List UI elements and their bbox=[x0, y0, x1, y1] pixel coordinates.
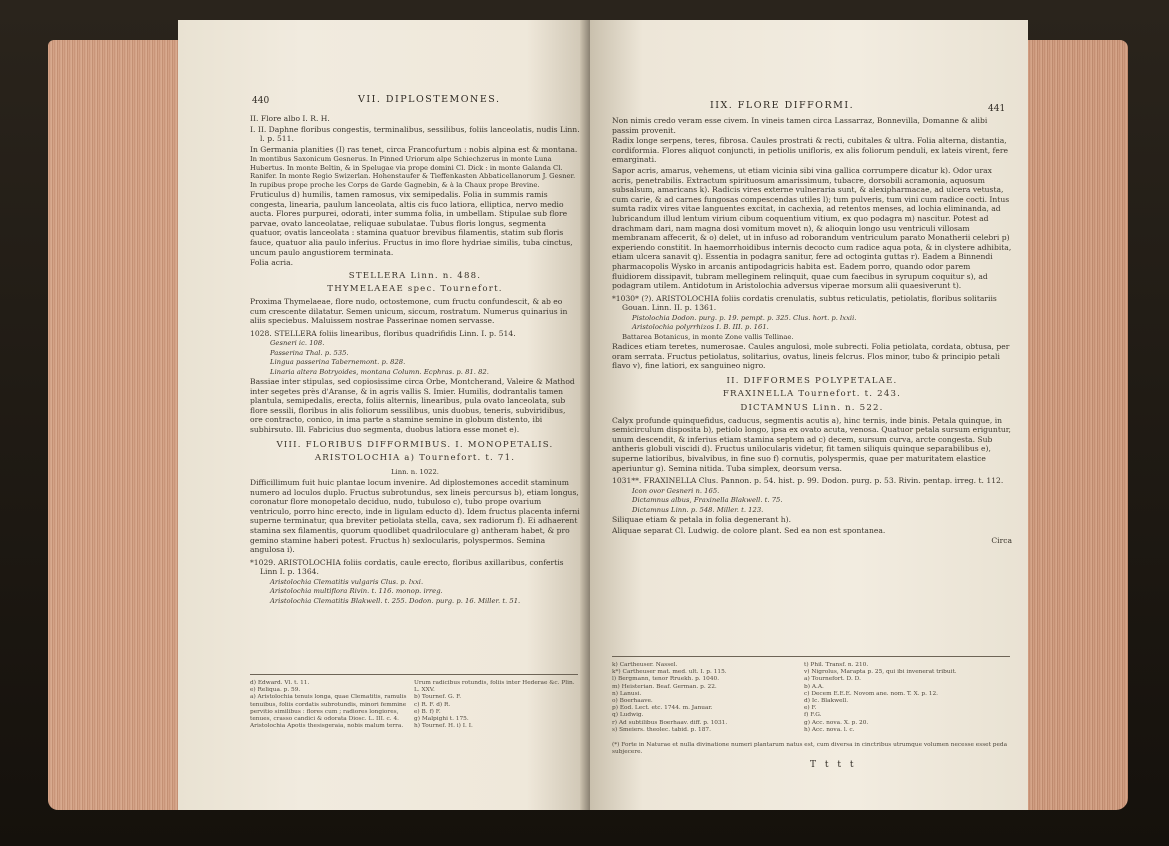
footnote: k) Cartheuser. Nassel. bbox=[612, 662, 678, 668]
footnote: b) Tournef. G. F. bbox=[414, 694, 462, 701]
catch-word: Circa bbox=[991, 536, 1012, 546]
right-page bbox=[590, 20, 1028, 810]
species-entry: 1031**. FRAXINELLA Clus. Pannon. p. 54. hist. p. 99. Dodon. purg. p. 53. Rivin. pentap. irreg. t. 112. bbox=[612, 476, 1004, 486]
left-page-number: 440 bbox=[252, 96, 270, 106]
footnote: m) Heisterian. Beaf. German. p. 22. bbox=[612, 683, 717, 690]
footnote-rule bbox=[250, 674, 578, 675]
right-page-edges bbox=[1028, 40, 1128, 810]
body-paragraph: I. II. Daphne floribus congestis, terminalibus, sessilibus, foliis lanceolatis, nudis Linn. l. p. 511. bbox=[250, 124, 580, 144]
footnote: c) Decem E.E.E. Novom ane. nom. T. X. p. 12. bbox=[804, 690, 939, 697]
footnote: e) F. bbox=[804, 705, 817, 712]
footnote: k*) Cartheuser mat. med. ult. I. p. 115. bbox=[612, 669, 727, 676]
species-description: Aliquae separat Cl. Ludwig. de colore plant. Sed ea non est spontanea. bbox=[612, 525, 886, 535]
synonym-line: Dictamnus Linn. p. 548. Miller. t. 123. bbox=[632, 505, 764, 514]
footnote: a) Aristolochia tenuis longa, quae Clematitis, ramulis tenuibus, foliis cordatis subrotundis, minori femmine pervitio similibus : flores cum ; radiores longiores, tenues, crasso candici & odorata Diosc. L. III. c. 4. bbox=[250, 694, 407, 723]
genus-heading: ARISTOLOCHIA a) Tournefort. t. 71. bbox=[314, 453, 516, 464]
footnote: e) B. f) F. bbox=[414, 708, 441, 715]
body-paragraph: Battarea Botanicus, in monte Zone vallis Tellinae. bbox=[622, 332, 794, 341]
genus-subheading: Linn. n. 1022. bbox=[391, 467, 439, 476]
section-heading: II. DIFFORMES POLYPETALAE. bbox=[726, 375, 898, 386]
genus-heading: DICTAMNUS Linn. n. 522. bbox=[740, 403, 884, 414]
genus-description: Difficillimum fuit huic plantae locum invenire. Ad diplostemones accedit staminum numero ad loculos duplo. Fructus subrotundus, sex lineis percursus b), etiam longus, coronatur flore monopetalo deciduo, nudo, tubuloso c), tubo prope ovarium ventriculo, porro hinc erecto, inde in ligulam educto d). Idem fructus placenta inferni superne terminatur, qua breviter petiolata stella, cava, sex radiorum f). Ei adhaerent stamina sex filamentis, quorum quodlibet quadriloculare g) antheram habet, & pro gemino stamine haberi potest. Fructus h) sexlocularis, polyspermos. Semina angulosa i). bbox=[250, 478, 580, 555]
footnote: t) Phil. Transf. n. 210. bbox=[804, 662, 869, 668]
synonym-line: Icon ovor Gesneri n. 165. bbox=[632, 486, 720, 495]
footnote-long: (*) Forte in Naturae et nulla divinatione numeri plantarum natus est, cum diversa in cinctribus utrumque volumen necesse esset peda subjecere. bbox=[612, 742, 1008, 756]
species-description: Siliquae etiam & petala in folia degenerant h). bbox=[612, 515, 792, 525]
genus-heading: FRAXINELLA Tournefort. t. 243. bbox=[722, 389, 902, 400]
synonym-line: Gesneri ic. 108. bbox=[270, 339, 325, 348]
footnote: n) Lanusi. bbox=[612, 690, 642, 697]
footnote: d) Edward. Vl. t. 11. bbox=[250, 680, 310, 686]
footnote: q) Ludwig. bbox=[612, 712, 644, 719]
footnote: s) Smeiers. theolec. tabid. p. 187. bbox=[612, 726, 711, 733]
species-description: Radices etiam teretes, numerosae. Caules angulosi, mole subrecti. Folia petiolata, cordata, obtusa, per oram serrata. Fructus petiolatus, solitarius, ovatus, lineis felcrus. Flos minor, tubo & principio petali flavo v), fine latiori, ex sanguineo nigro. bbox=[612, 342, 1010, 371]
footnote-rule bbox=[612, 656, 1010, 657]
footnote: f) F.G. bbox=[804, 712, 822, 719]
synonym-line: Aristolochia polyrrhizos I. B. III. p. 161. bbox=[632, 323, 769, 332]
right-page-number: 441 bbox=[988, 104, 1006, 114]
left-column bbox=[250, 114, 580, 606]
footnote: l) Bergmann, tenor Rruekh. p. 1040. bbox=[612, 676, 720, 683]
footnote: b) A.A. bbox=[804, 683, 824, 690]
left-page-edges bbox=[48, 40, 178, 810]
species-entry: *1030* (?). ARISTOLOCHIA foliis cordatis crenulatis, subtus reticulatis, petiolatis, floribus solitariis Gouan. Linn. II. p. 1361. bbox=[612, 293, 997, 313]
synonym-line: Passerina Thal. p. 535. bbox=[270, 348, 349, 357]
signature-mark: T t t t bbox=[810, 760, 857, 770]
footnote: g) Malpighi t. 175. bbox=[414, 716, 469, 723]
left-page bbox=[178, 20, 588, 810]
footnotes-left-column bbox=[250, 680, 408, 730]
footnote: g) Acc. nova. X. p. 20. bbox=[804, 719, 869, 726]
footnotes-left-column bbox=[612, 662, 787, 734]
synonym-line: Dictamnus albus, Fraxinella Blakwell. t. 75. bbox=[632, 496, 783, 505]
footnote: h) Acc. nova. l. c. bbox=[804, 726, 855, 733]
species-entry: *1029. ARISTOLOCHIA foliis cordatis, caule erecto, floribus axillaribus, confertis Linn I. p. 1364. bbox=[250, 557, 564, 577]
synonym-line: Aristolochia multiflora Rivin. t. 116. monop. irreg. bbox=[270, 587, 443, 596]
footnote: c) R. F. d) R. bbox=[414, 701, 451, 708]
synonym-line: Aristolochia Clematitis vulgaris Clus. p. lxxi. bbox=[270, 578, 424, 587]
body-paragraph: In Germania planities (I) ras tenet, circa Francofurtum : nobis alpina est & montana. bbox=[250, 144, 578, 154]
species-description: Bassiae inter stipulas, sed copiosissime circa Orbe, Montcherand, Valeire & Mathod inter segetes près d'Aranse, & in agris vallis S. Imier. Humilis, dodrantalis tamen plantula, semipedalis, erecta, foliis alternis, linearibus, pula ovato lanceolata, sub flore sessili, floribus in alis foliorum sessilibus, unis duobus, teneris, subviridibus, ore contracto, conico, in ima parte a stamine semine in globum distento, ibi subhirsuto. Ill. Fabricius duo segmenta, duobus latiora esse monet e). bbox=[250, 376, 575, 434]
footnotes-right-column bbox=[414, 680, 579, 730]
footnotes-right-column bbox=[804, 662, 984, 734]
genus-subheading: THYMELAEAE spec. Tournefort. bbox=[327, 284, 503, 295]
species-entry: 1028. STELLERA foliis linearibus, floribus quadrifidis Linn. I. p. 514. bbox=[250, 328, 516, 338]
footnote: h) Tournef. H. i) I. I. bbox=[414, 723, 473, 730]
body-paragraph: Fruticulus d) humilis, tamen ramosus, vix semipedalis. Folia in summis ramis congesta, linearia, paulum lanceolata, altis cis fuco latiora, elliptica, nervo medio aucta. Flores purpurei, odorati, inter summa folia, in umbellam. Stipulae sub flore parvae, ovato lanceolatae, reliquae subulatae. Tubus floris longus, segmenta quatuor, ovatis lanceolata : stamina quatuor brevibus filamentis, statim sub floris fauce, quatuor alia paulo inferius. Fructus in imo flore hydriae similis, tuba cinctus, uncum paulo angustiorem terminata. bbox=[250, 190, 573, 257]
body-paragraph: II. Flore albo I. R. H. bbox=[250, 114, 330, 123]
footnote: p) Eod. Lect. etc. 1744. m. Januar. bbox=[612, 705, 713, 712]
body-paragraph: Folia acria. bbox=[250, 258, 294, 268]
footnote: r) Ad subtilibus Boerhaav. diff. p. 1031. bbox=[612, 719, 728, 726]
right-column bbox=[612, 116, 1012, 547]
footnote: Aristolochia Apotis thesisgeraia, nobis malum terra. bbox=[250, 723, 404, 730]
synonym-line: Aristolochia Clematitis Blakwell. t. 255. Dodon. purg. p. 16. Miller. t. 51. bbox=[270, 596, 521, 605]
footnote: o) Boerhaave. bbox=[612, 698, 653, 705]
left-running-head: VII. DIPLOSTEMONES. bbox=[358, 94, 501, 105]
genus-heading: STELLERA Linn. n. 488. bbox=[348, 270, 482, 281]
body-paragraph: In montibus Saxonicum Gesnerus. In Pinned Uriorum alpe Schiechzerus in monte Luna Hubertus. In monte Beltin, & in Spelugae via prope domini Cl. Dick : in monte Galanda Cl. Ranifer. In monte Regio Swizerlan. Hohenstaufer & Tieffenkasten Abbaticellanorum J. Gesner. In rupibus prope proche les Corps de Garde Gagnebin, & à la Chaux prope Brevine. bbox=[250, 155, 576, 189]
synonym-line: Lingua passerina Tabernemont. p. 828. bbox=[270, 358, 406, 367]
footnote: v) Nigrolus, Marapta p. 25, qui ibi invenerat tribuit. bbox=[804, 669, 957, 676]
footnote: d) Ic. Blakwell. bbox=[804, 698, 849, 705]
body-paragraph: Radix longe serpens, teres, fibrosa. Caules prostrati & recti, cubitales & ultra. Folia alterna, distantia, cordiformia. Flores aliquot conjuncti, in petiolis unifloris, ex alis foliorum penduli, ex lateis virent, fere emarginati. bbox=[612, 136, 1008, 165]
synonym-line: Linaria altera Botryoides, montana Column. Ecphras. p. 81. 82. bbox=[270, 367, 489, 376]
footnote: e) Reliqua. p. 59. bbox=[250, 687, 301, 694]
footnote: a) Tournefort. D. D. bbox=[804, 676, 861, 683]
body-paragraph: Sapor acris, amarus, vehemens, ut etiam vicinia sibi vina gallica corrumpere dicatur k). Odor urax acris, penetrabilis. Extractum spirituosum amarissimum, tubacre, dorsobili acramonia, aquosum subsalsum, amaricans k). Radicis vires externe vulneraria sunt, & alexipharmacae, ad ulcera vetusta, cum carie, & ad carnes fungosas compescendas utiles l); tum pulveris, tum vini cum radice cocti. Intus sumta radix vires vitae languentes excitat, in cachexia, ad retentos menses, ad lochia eliminanda, ad lubricandum illud lentum virium cibum coquentium vitium, ex quo podagra m) nascitur. Potest ad drachmam dari, nam magna dosi vomitum movet n), & alioquin longo usu ventriculi villosam membranam affecerit, & o) delet, ut in infuso ad roborandum ventriculum parato Monatherii celebri p) experiendo constitit. In haemorrhoidibus internis decocto cum radice aqua pota, & in clystere adhibita, etiam ulcera sanavit q). Essentia in podagra sanitur, fere ad octoginta guttas r). Eadem a Binnendi pharmacopolis Wysko in arcanis antipodagricis habita est. Eadem porro, quando odor parem fluidiorem dissipavit, tubram melleginem relinquit, quae cum faecibus in syrupum coquitur s), ad podagram utilem. Antidotum in Aristolochia adversus viperae morsum alii quaesiverunt t). bbox=[612, 165, 1012, 291]
genus-description: Calyx profunde quinquefidus, caducus, segmentis acutis a), hinc ternis, inde binis. Petala quinque, in semicirculum disposita b), petiolo longo, ipsa ex ovato acuta, venosa. Quatuor petala sursum eriguntur, unum descendit, & inferius etiam stamina septem ad c) decem, sursum curva, arcte congesta. Sub antheris globuli viscidi d). Fructus unilocularis videtur, fit tamen siliquis quinque separabilibus e), superne latioribus, bivalvibus, in fine suo f) cornutis, polyspermis, quae per maturitatem elastice aperiuntur g). Semina nitida. Tuba simplex, deorsum versa. bbox=[612, 415, 1011, 473]
right-running-head: IIX. FLORE DIFFORMI. bbox=[710, 100, 855, 111]
genus-description: Proxima Thymelaeae, flore nudo, octostemone, cum fructu confundescit, & ab eo cum crescente dilatatur. Semen unicum, siccum, rostratum. Numerus quinarius in aliis speciebus. Maluissem nostrae Passerinae nomen servasse. bbox=[250, 296, 568, 326]
synonym-line: Pistolochia Dodon. purg. p. 19. pempt. p. 325. Clus. hort. p. lxxii. bbox=[632, 313, 857, 322]
body-paragraph: Non nimis credo veram esse civem. In vineis tamen circa Lassarraz, Bonnevilla, Domanne & alibi passim provenit. bbox=[612, 116, 988, 135]
footnote: Urum radicibus rotundis, foliis inter Hederae &c. Plin. L. XXV. bbox=[414, 680, 575, 694]
section-heading: VIII. FLORIBUS DIFFORMIBUS. I. MONOPETALIS. bbox=[276, 439, 554, 450]
